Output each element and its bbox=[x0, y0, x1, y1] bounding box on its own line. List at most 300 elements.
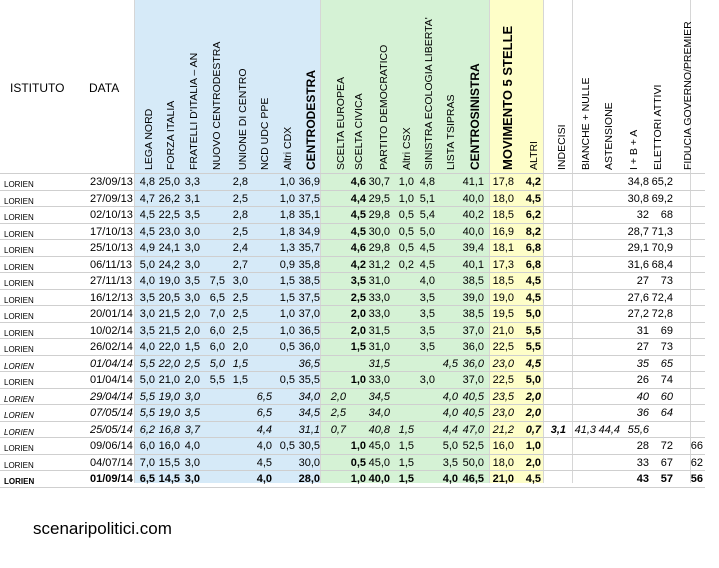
grid-hline bbox=[0, 206, 705, 207]
cell-istituto: LORIEN bbox=[4, 229, 34, 239]
cell-value: 29,8 bbox=[368, 209, 390, 221]
cell-value: 2,0 bbox=[232, 341, 248, 353]
column-header: LISTA TSIPRAS bbox=[445, 94, 457, 170]
cell-value: 34,5 bbox=[368, 390, 390, 403]
cell-value: 19,0 bbox=[158, 275, 180, 287]
cell-data: 25/10/13 bbox=[90, 242, 133, 254]
cell-value: 6,5 bbox=[256, 390, 272, 403]
cell-value: 39,0 bbox=[462, 291, 484, 304]
cell-value: 5,5 bbox=[209, 374, 225, 386]
cell-value: 4,6 bbox=[350, 242, 366, 254]
cell-value: 1,8 bbox=[279, 209, 295, 221]
cell-istituto: LORIEN bbox=[4, 345, 34, 354]
cell-value: 0,2 bbox=[398, 258, 414, 271]
cell-value: 3,0 bbox=[419, 374, 435, 386]
cell-value: 30,7 bbox=[368, 176, 390, 188]
cell-value: 3,0 bbox=[184, 225, 200, 238]
cell-data: 01/09/14 bbox=[90, 473, 133, 485]
cell-value: 0,5 bbox=[279, 374, 295, 386]
cell-istituto: LORIEN bbox=[4, 246, 34, 255]
column-header: Altri CDX bbox=[282, 126, 294, 170]
cell-value: 33 bbox=[636, 456, 649, 469]
cell-data: 06/11/13 bbox=[90, 258, 133, 271]
column-header: FORZA ITALIA bbox=[165, 100, 177, 170]
cell-value: 27,6 bbox=[627, 291, 649, 304]
cell-istituto: LORIEN bbox=[4, 411, 34, 420]
cell-value: 30,0 bbox=[368, 225, 390, 238]
cell-value: 4,5 bbox=[525, 192, 541, 205]
cell-value: 4,0 bbox=[184, 440, 200, 452]
grid-hline bbox=[0, 305, 705, 306]
cell-value: 3,5 bbox=[139, 324, 155, 337]
cell-value: 74 bbox=[660, 374, 673, 386]
cell-value: 40,8 bbox=[368, 423, 390, 436]
cell-value: 5,5 bbox=[525, 341, 541, 353]
cell-value: 22,5 bbox=[158, 209, 180, 221]
cell-value: 4,0 bbox=[139, 275, 155, 287]
cell-value: 1,0 bbox=[350, 473, 366, 485]
cell-istituto: LORIEN bbox=[4, 460, 34, 470]
cell-data: 17/10/13 bbox=[90, 225, 133, 238]
cell-value: 24,2 bbox=[158, 258, 180, 271]
cell-value: 2,0 bbox=[350, 308, 366, 320]
cell-value: 26 bbox=[636, 374, 649, 386]
cell-value: 5,0 bbox=[139, 374, 155, 386]
cell-value: 16,9 bbox=[492, 225, 514, 238]
cell-value: 41,3 bbox=[574, 423, 596, 436]
cell-value: 6,2 bbox=[139, 423, 155, 436]
cell-value: 36,0 bbox=[462, 341, 484, 353]
cell-value: 29,5 bbox=[368, 192, 390, 205]
cell-value: 2,0 bbox=[350, 324, 366, 337]
cell-value: 2,5 bbox=[350, 291, 366, 304]
cell-value: 6,8 bbox=[525, 242, 541, 254]
cell-value: 21,5 bbox=[158, 324, 180, 337]
cell-value: 31,2 bbox=[368, 258, 390, 271]
cell-value: 46,5 bbox=[462, 473, 484, 485]
cell-value: 23,0 bbox=[492, 407, 514, 419]
cell-value: 69 bbox=[660, 324, 673, 337]
cell-value: 2,0 bbox=[525, 456, 541, 469]
cell-value: 6,0 bbox=[209, 341, 225, 353]
cell-value: 35,8 bbox=[298, 258, 320, 271]
cell-istituto: LORIEN bbox=[4, 378, 34, 387]
cell-value: 34,0 bbox=[298, 390, 320, 403]
cell-value: 18,5 bbox=[492, 209, 514, 221]
cell-value: 4,5 bbox=[525, 473, 541, 485]
cell-value: 0,5 bbox=[398, 209, 414, 221]
cell-value: 37,0 bbox=[298, 308, 320, 320]
cell-value: 72,4 bbox=[651, 291, 673, 304]
column-header: MOVIMENTO 5 STELLE bbox=[500, 25, 515, 170]
cell-value: 3,0 bbox=[184, 258, 200, 271]
cell-value: 37,0 bbox=[462, 374, 484, 386]
cell-value: 55,6 bbox=[627, 423, 649, 436]
cell-value: 14,5 bbox=[158, 473, 180, 485]
cell-value: 33,0 bbox=[368, 374, 390, 386]
cell-value: 21,0 bbox=[492, 473, 514, 485]
cell-data: 27/09/13 bbox=[90, 192, 133, 205]
column-header: FRATELLI D'ITALIA – AN bbox=[188, 52, 200, 170]
cell-value: 4,5 bbox=[525, 291, 541, 304]
cell-value: 0,5 bbox=[279, 341, 295, 353]
cell-value: 2,8 bbox=[232, 176, 248, 188]
grid-hline bbox=[0, 338, 705, 339]
header-istituto: ISTITUTO bbox=[10, 81, 65, 95]
cell-value: 1,0 bbox=[279, 324, 295, 337]
cell-value: 36,9 bbox=[298, 176, 320, 188]
cell-value: 4,4 bbox=[256, 423, 272, 436]
cell-value: 1,0 bbox=[279, 308, 295, 320]
cell-value: 50,0 bbox=[462, 456, 484, 469]
cell-value: 27 bbox=[636, 275, 649, 287]
cell-value: 37,5 bbox=[298, 192, 320, 205]
cell-value: 34,5 bbox=[298, 407, 320, 419]
cell-value: 36,0 bbox=[298, 341, 320, 353]
column-header: INDECISI bbox=[556, 124, 568, 170]
cell-value: 32 bbox=[636, 209, 649, 221]
cell-value: 31,0 bbox=[368, 275, 390, 287]
cell-value: 4,8 bbox=[419, 176, 435, 188]
cell-value: 73 bbox=[660, 341, 673, 353]
grid-hline bbox=[0, 289, 705, 290]
cell-data: 26/02/14 bbox=[90, 341, 133, 353]
column-header: Altri CSX bbox=[401, 127, 413, 170]
grid-hline bbox=[0, 256, 705, 257]
cell-value: 4,0 bbox=[442, 473, 458, 485]
cell-value: 4,7 bbox=[139, 192, 155, 205]
cell-value: 39,4 bbox=[462, 242, 484, 254]
grid-hline bbox=[0, 437, 705, 438]
column-header: BIANCHE + NULLE bbox=[580, 77, 592, 170]
cell-value: 3,0 bbox=[184, 456, 200, 469]
cell-value: 3,0 bbox=[184, 291, 200, 304]
cell-value: 1,5 bbox=[398, 440, 414, 452]
cell-value: 17,8 bbox=[492, 176, 514, 188]
cell-value: 35,7 bbox=[298, 242, 320, 254]
grid-hline bbox=[0, 355, 705, 356]
cell-value: 64 bbox=[660, 407, 673, 419]
cell-value: 4,5 bbox=[350, 225, 366, 238]
cell-value: 38,5 bbox=[462, 308, 484, 320]
column-header: ELETTORI ATTIVI bbox=[652, 84, 664, 170]
cell-value: 1,8 bbox=[279, 225, 295, 238]
cell-value: 72 bbox=[660, 440, 673, 452]
cell-value: 56 bbox=[690, 473, 703, 485]
cell-value: 4,5 bbox=[139, 209, 155, 221]
grid-hline bbox=[0, 190, 705, 191]
grid-hline bbox=[0, 487, 705, 488]
cell-istituto: LORIEN bbox=[4, 262, 34, 272]
grid-hline bbox=[0, 470, 705, 471]
cell-value: 5,0 bbox=[525, 374, 541, 386]
cell-value: 3,1 bbox=[550, 423, 566, 436]
column-header: NUOVO CENTRODESTRA bbox=[211, 41, 223, 170]
column-header: NCD UDC PPE bbox=[259, 97, 271, 170]
cell-value: 22,0 bbox=[158, 357, 180, 370]
footer-source[interactable]: scenaripolitici.com bbox=[33, 519, 172, 538]
cell-value: 1,0 bbox=[350, 374, 366, 386]
cell-value: 16,0 bbox=[492, 440, 514, 452]
cell-data: 20/01/14 bbox=[90, 308, 133, 320]
cell-value: 0,9 bbox=[279, 258, 295, 271]
cell-istituto: LORIEN bbox=[4, 295, 34, 305]
cell-value: 0,5 bbox=[398, 242, 414, 254]
cell-value: 2,5 bbox=[330, 407, 346, 419]
cell-istituto: LORIEN bbox=[4, 213, 34, 222]
cell-value: 62 bbox=[690, 456, 703, 469]
cell-value: 0,7 bbox=[330, 423, 346, 436]
cell-value: 1,5 bbox=[232, 374, 248, 386]
cell-value: 24,1 bbox=[158, 242, 180, 254]
cell-value: 36,0 bbox=[462, 357, 484, 370]
cell-value: 19,0 bbox=[158, 390, 180, 403]
cell-istituto: LORIEN bbox=[4, 196, 34, 206]
cell-value: 38,5 bbox=[298, 275, 320, 287]
cell-istituto: LORIEN bbox=[4, 328, 34, 338]
cell-value: 7,0 bbox=[209, 308, 225, 320]
cell-value: 1,5 bbox=[232, 357, 248, 370]
column-header: PARTITO DEMOCRATICO bbox=[378, 44, 390, 170]
cell-value: 31,1 bbox=[298, 423, 320, 436]
cell-value: 36,5 bbox=[298, 324, 320, 337]
cell-value: 4,4 bbox=[350, 192, 366, 205]
cell-istituto: LORIEN bbox=[4, 312, 34, 321]
column-header: UNIONE DI CENTRO bbox=[237, 68, 249, 170]
cell-value: 2,5 bbox=[232, 308, 248, 320]
cell-value: 34,9 bbox=[298, 225, 320, 238]
cell-value: 2,0 bbox=[330, 390, 346, 403]
cell-data: 23/09/13 bbox=[90, 176, 133, 188]
cell-value: 22,5 bbox=[492, 374, 514, 386]
cell-value: 4,5 bbox=[350, 209, 366, 221]
grid-hline bbox=[0, 272, 705, 273]
cell-data: 16/12/13 bbox=[90, 291, 133, 304]
cell-value: 3,1 bbox=[184, 192, 200, 205]
cell-value: 4,0 bbox=[139, 341, 155, 353]
cell-value: 40,0 bbox=[462, 192, 484, 205]
cell-data: 07/05/14 bbox=[90, 407, 133, 419]
cell-value: 1,0 bbox=[279, 176, 295, 188]
cell-value: 6,5 bbox=[139, 473, 155, 485]
cell-istituto: LORIEN bbox=[4, 279, 34, 288]
column-header: I + B + A bbox=[628, 129, 640, 170]
cell-value: 57 bbox=[660, 473, 673, 485]
cell-value: 6,0 bbox=[139, 440, 155, 452]
cell-value: 31,6 bbox=[627, 258, 649, 271]
cell-istituto: LORIEN bbox=[4, 444, 34, 453]
cell-value: 3,0 bbox=[184, 473, 200, 485]
cell-value: 8,2 bbox=[525, 225, 541, 238]
cell-value: 30,0 bbox=[298, 456, 320, 469]
grid-vline bbox=[543, 0, 544, 483]
cell-value: 26,2 bbox=[158, 192, 180, 205]
cell-value: 45,0 bbox=[368, 440, 390, 452]
cell-value: 1,0 bbox=[525, 440, 541, 452]
cell-value: 5,5 bbox=[525, 324, 541, 337]
cell-value: 5,5 bbox=[139, 407, 155, 419]
cell-value: 1,5 bbox=[184, 341, 200, 353]
cell-value: 35,5 bbox=[298, 374, 320, 386]
cell-value: 18,1 bbox=[492, 242, 514, 254]
cell-value: 4,5 bbox=[419, 258, 435, 271]
cell-istituto: LORIEN bbox=[4, 394, 34, 404]
cell-value: 29,8 bbox=[368, 242, 390, 254]
cell-value: 1,5 bbox=[350, 341, 366, 353]
cell-value: 47,0 bbox=[462, 423, 484, 436]
grid-hline bbox=[0, 239, 705, 240]
cell-value: 60 bbox=[660, 390, 673, 403]
cell-value: 4,8 bbox=[139, 176, 155, 188]
grid-hline bbox=[0, 404, 705, 405]
cell-value: 5,5 bbox=[139, 357, 155, 370]
cell-value: 17,3 bbox=[492, 258, 514, 271]
cell-value: 3,3 bbox=[184, 176, 200, 188]
cell-value: 4,0 bbox=[419, 275, 435, 287]
cell-data: 01/04/14 bbox=[90, 357, 133, 370]
grid-hline bbox=[0, 173, 705, 174]
cell-value: 1,3 bbox=[279, 242, 295, 254]
cell-value: 1,0 bbox=[398, 176, 414, 188]
cell-value: 22,5 bbox=[492, 341, 514, 353]
cell-value: 16,0 bbox=[158, 440, 180, 452]
cell-value: 4,9 bbox=[139, 242, 155, 254]
cell-value: 18,0 bbox=[492, 456, 514, 469]
header-data: DATA bbox=[89, 81, 120, 95]
cell-value: 3,5 bbox=[442, 456, 458, 469]
cell-value: 1,0 bbox=[279, 192, 295, 205]
cell-value: 66 bbox=[690, 440, 703, 452]
cell-value: 1,5 bbox=[398, 423, 414, 436]
cell-value: 67 bbox=[660, 456, 673, 469]
cell-value: 23,0 bbox=[492, 357, 514, 370]
cell-data: 10/02/14 bbox=[90, 324, 133, 337]
cell-value: 40 bbox=[636, 390, 649, 403]
cell-value: 52,5 bbox=[462, 440, 484, 452]
cell-value: 2,0 bbox=[184, 308, 200, 320]
cell-value: 37,0 bbox=[462, 324, 484, 337]
cell-value: 6,8 bbox=[525, 258, 541, 271]
cell-value: 2,5 bbox=[184, 357, 200, 370]
cell-value: 33,0 bbox=[368, 291, 390, 304]
cell-value: 4,2 bbox=[525, 176, 541, 188]
cell-value: 2,5 bbox=[232, 324, 248, 337]
cell-value: 3,5 bbox=[419, 324, 435, 337]
cell-value: 3,0 bbox=[184, 390, 200, 403]
cell-value: 6,5 bbox=[209, 291, 225, 304]
cell-value: 4,0 bbox=[256, 440, 272, 452]
cell-istituto: LORIEN bbox=[4, 477, 35, 486]
cell-value: 1,0 bbox=[398, 192, 414, 205]
cell-value: 5,0 bbox=[442, 440, 458, 452]
cell-value: 70,9 bbox=[651, 242, 673, 254]
cell-value: 0,7 bbox=[525, 423, 541, 436]
cell-value: 4,6 bbox=[350, 176, 366, 188]
cell-value: 31 bbox=[636, 324, 649, 337]
cell-value: 36,5 bbox=[298, 357, 320, 370]
cell-value: 2,5 bbox=[232, 192, 248, 205]
cell-value: 4,5 bbox=[139, 225, 155, 238]
cell-data: 01/04/14 bbox=[90, 374, 133, 386]
cell-value: 1,5 bbox=[398, 456, 414, 469]
cell-value: 4,5 bbox=[525, 275, 541, 287]
cell-value: 6,2 bbox=[525, 209, 541, 221]
cell-value: 3,5 bbox=[184, 275, 200, 287]
cell-value: 18,0 bbox=[492, 192, 514, 205]
cell-value: 7,5 bbox=[209, 275, 225, 287]
cell-value: 0,5 bbox=[350, 456, 366, 469]
cell-value: 21,5 bbox=[158, 308, 180, 320]
cell-data: 04/07/14 bbox=[90, 456, 133, 469]
cell-value: 5,0 bbox=[525, 308, 541, 320]
column-header: FIDUCIA GOVERNO/PREMIER bbox=[682, 21, 694, 170]
cell-value: 2,7 bbox=[232, 258, 248, 271]
cell-value: 33,0 bbox=[368, 308, 390, 320]
cell-value: 44,4 bbox=[598, 423, 620, 436]
cell-value: 1,5 bbox=[279, 291, 295, 304]
cell-value: 3,0 bbox=[184, 242, 200, 254]
cell-value: 2,0 bbox=[525, 390, 541, 403]
grid-hline bbox=[0, 322, 705, 323]
cell-data: 02/10/13 bbox=[90, 209, 133, 221]
grid-hline bbox=[0, 388, 705, 389]
cell-value: 3,5 bbox=[350, 275, 366, 287]
cell-value: 45,0 bbox=[368, 456, 390, 469]
cell-value: 38,5 bbox=[462, 275, 484, 287]
cell-value: 31,5 bbox=[368, 324, 390, 337]
cell-value: 1,5 bbox=[398, 473, 414, 485]
cell-value: 23,5 bbox=[492, 390, 514, 403]
cell-data: 29/04/14 bbox=[90, 390, 133, 403]
cell-value: 71,3 bbox=[651, 225, 673, 238]
grid-vline bbox=[572, 0, 573, 483]
cell-value: 5,5 bbox=[139, 390, 155, 403]
cell-value: 1,5 bbox=[279, 275, 295, 287]
cell-value: 28 bbox=[636, 440, 649, 452]
cell-data: 27/11/13 bbox=[90, 275, 133, 287]
cell-value: 35 bbox=[636, 357, 649, 370]
cell-value: 30,5 bbox=[298, 440, 320, 452]
cell-data: 25/05/14 bbox=[90, 423, 133, 436]
cell-value: 31,5 bbox=[368, 357, 390, 370]
cell-istituto: LORIEN bbox=[4, 361, 34, 371]
cell-value: 2,5 bbox=[232, 291, 248, 304]
cell-value: 1,0 bbox=[350, 440, 366, 452]
cell-value: 22,0 bbox=[158, 341, 180, 353]
cell-value: 21,0 bbox=[158, 374, 180, 386]
cell-value: 40,5 bbox=[462, 407, 484, 419]
cell-value: 3,5 bbox=[419, 291, 435, 304]
cell-value: 18,5 bbox=[492, 275, 514, 287]
cell-istituto: LORIEN bbox=[4, 180, 34, 189]
cell-value: 65,2 bbox=[651, 176, 673, 188]
cell-value: 20,5 bbox=[158, 291, 180, 304]
cell-value: 5,1 bbox=[419, 192, 435, 205]
cell-value: 40,0 bbox=[368, 473, 390, 485]
cell-value: 27,2 bbox=[627, 308, 649, 320]
cell-value: 28,0 bbox=[298, 473, 320, 485]
cell-value: 40,1 bbox=[462, 258, 484, 271]
cell-value: 40,5 bbox=[462, 390, 484, 403]
grid-hline bbox=[0, 371, 705, 372]
cell-value: 2,4 bbox=[232, 242, 248, 254]
column-header: SCELTA CIVICA bbox=[353, 93, 365, 170]
cell-value: 19,0 bbox=[492, 291, 514, 304]
grid-hline bbox=[0, 421, 705, 422]
cell-value: 19,5 bbox=[492, 308, 514, 320]
cell-data: 09/06/14 bbox=[90, 440, 133, 452]
cell-value: 73 bbox=[660, 275, 673, 287]
